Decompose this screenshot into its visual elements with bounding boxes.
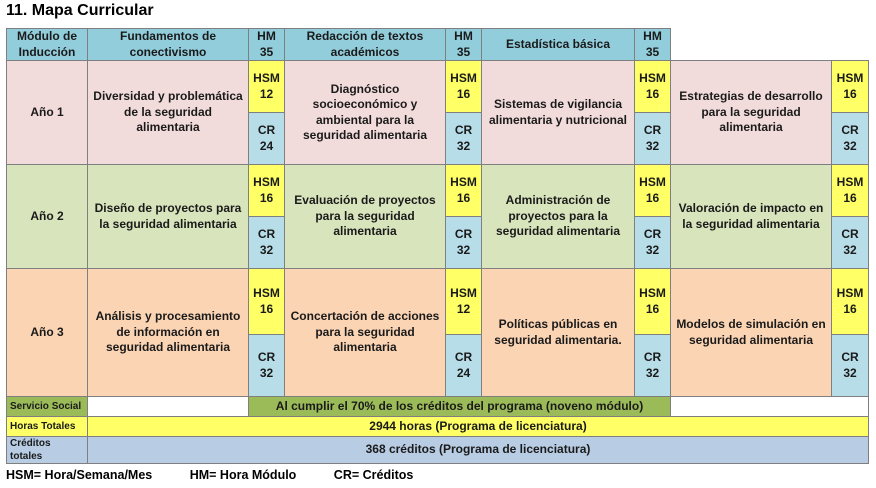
cr-cell: CR 32: [249, 217, 285, 269]
page-title: 11. Mapa Curricular: [6, 2, 154, 19]
cr-cell: CR 32: [635, 217, 671, 269]
header-hm-3: HM 35: [635, 29, 671, 61]
year-label: Año 1: [7, 61, 88, 165]
course-cell: Diagnóstico socioeconómico y ambiental para la seguridad alimentaria: [285, 61, 446, 165]
curriculum-table: [6, 28, 869, 464]
year-row: [7, 165, 869, 217]
horas-label: Horas Totales: [7, 417, 88, 437]
header-row: [7, 29, 869, 61]
course-cell: Diversidad y problemática de la seguridad alimentaria: [88, 61, 249, 165]
hsm-cell: HSM 12: [446, 269, 482, 335]
servicio-row: [7, 397, 869, 417]
cr-cell: CR 32: [249, 335, 285, 397]
cr-cell: CR 32: [832, 217, 869, 269]
header-course-2: Redacción de textos académicos: [285, 29, 446, 61]
course-cell: Análisis y procesamiento de información en seguridad alimentaria: [88, 269, 249, 397]
legend: [6, 468, 447, 482]
servicio-label: Servicio Social: [7, 397, 88, 417]
cr-cell: CR 32: [446, 217, 482, 269]
hsm-cell: HSM 16: [832, 61, 869, 113]
header-course-1: Fundamentos de conectivismo: [88, 29, 249, 61]
cr-cell: CR 32: [635, 335, 671, 397]
hsm-cell: HSM 16: [832, 165, 869, 217]
header-hm-2: HM 35: [446, 29, 482, 61]
legend-hsm: HSM= Hora/Semana/Mes: [6, 468, 153, 482]
legend-cr: CR= Créditos: [333, 468, 414, 482]
course-cell: Valoración de impacto en la seguridad alimentaria: [671, 165, 832, 269]
header-course-3: Estadística básica: [482, 29, 635, 61]
course-cell: Diseño de proyectos para la seguridad alimentaria: [88, 165, 249, 269]
cr-cell: CR 32: [832, 113, 869, 165]
hsm-cell: HSM 16: [635, 61, 671, 113]
hsm-cell: HSM 16: [249, 165, 285, 217]
course-cell: Estrategias de desarrollo para la seguridad alimentaria: [671, 61, 832, 165]
servicio-blank: [88, 397, 249, 417]
cr-cell: CR 32: [832, 335, 869, 397]
header-blank: [671, 29, 869, 61]
hsm-cell: HSM 16: [446, 165, 482, 217]
creditos-row: [7, 437, 869, 464]
header-hm-1: HM 35: [249, 29, 285, 61]
year-label: Año 3: [7, 269, 88, 397]
cr-cell: CR 32: [635, 113, 671, 165]
course-cell: Concertación de acciones para la seguridad alimentaria: [285, 269, 446, 397]
course-cell: Políticas públicas en seguridad alimentaria.: [482, 269, 635, 397]
hsm-cell: HSM 16: [249, 269, 285, 335]
horas-text: 2944 horas (Programa de licenciatura): [88, 417, 869, 437]
course-cell: Administración de proyectos para la seguridad alimentaria: [482, 165, 635, 269]
creditos-label: Créditos totales: [7, 437, 88, 464]
servicio-text: Al cumplir el 70% de los créditos del programa (noveno módulo): [249, 397, 671, 417]
servicio-blank-right: [671, 397, 869, 417]
header-modulo: Módulo de Inducción: [7, 29, 88, 61]
cr-cell: CR 24: [446, 335, 482, 397]
hsm-cell: HSM 16: [446, 61, 482, 113]
hsm-cell: HSM 12: [249, 61, 285, 113]
cr-cell: CR 32: [446, 113, 482, 165]
year-row: [7, 269, 869, 335]
legend-hm: HM= Hora Módulo: [189, 468, 297, 482]
hsm-cell: HSM 16: [635, 165, 671, 217]
course-cell: Sistemas de vigilancia alimentaria y nutricional: [482, 61, 635, 165]
hsm-cell: HSM 16: [635, 269, 671, 335]
cr-cell: CR 24: [249, 113, 285, 165]
year-label: Año 2: [7, 165, 88, 269]
course-cell: Evaluación de proyectos para la seguridad alimentaria: [285, 165, 446, 269]
horas-row: [7, 417, 869, 437]
hsm-cell: HSM 16: [832, 269, 869, 335]
year-row: [7, 61, 869, 113]
course-cell: Modelos de simulación en seguridad alimentaria: [671, 269, 832, 397]
creditos-text: 368 créditos (Programa de licenciatura): [88, 437, 869, 464]
